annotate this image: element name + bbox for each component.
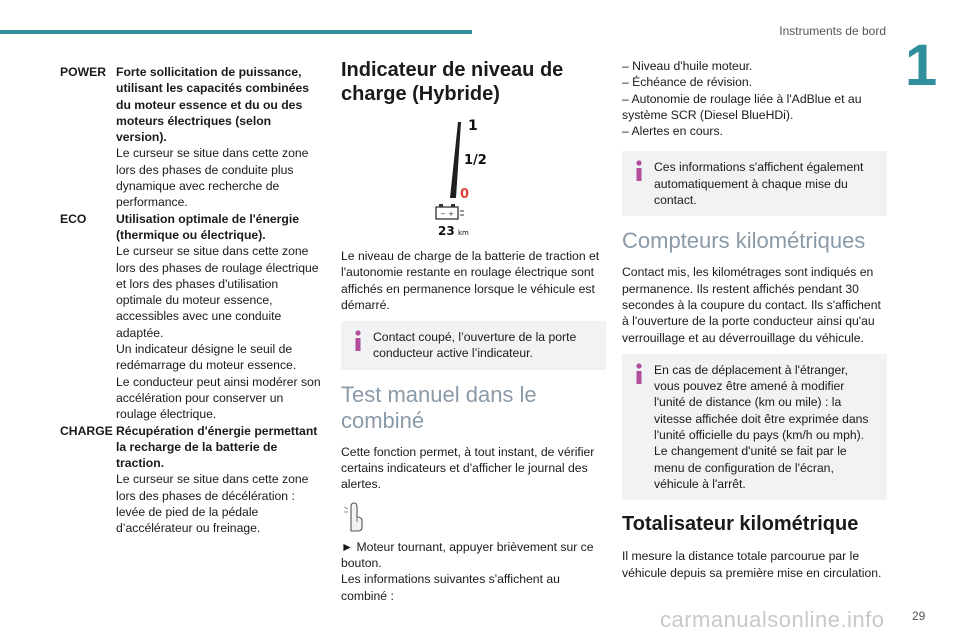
heading-odometers: Compteurs kilométriques bbox=[622, 228, 866, 254]
gauge-range-unit: km bbox=[457, 229, 469, 237]
mode-text: Le curseur se situe dans cette zone lors des phases de roulage électrique et lors des phases d'utilisation optimale du moteur essence, accessibles avec une conduite adaptée. Un indicateur désigne le seuil de redémarrage du moteur essence. Le conducteur peut ainsi modérer son accélération pour conserver un roulage électrique. bbox=[116, 244, 321, 422]
gauge-label-full: 1 bbox=[467, 118, 478, 134]
info-list bbox=[622, 58, 887, 139]
column-odometers bbox=[622, 58, 887, 589]
paragraph: Contact mis, les kilométrages sont indiqués en permanence. Ils restent affichés pendant 30 secondes à la coupure du contact. Ils s'affichent à l'ouverture de la porte conducteur ainsi qu'au verrouillage et au déverrouillage du véhicule. bbox=[622, 265, 881, 345]
mode-power bbox=[60, 64, 322, 211]
gauge-label-zero: 0 bbox=[459, 187, 469, 202]
paragraph: Il mesure la distance totale parcourue par le véhicule depuis sa première mise en circulation. bbox=[622, 549, 882, 580]
list-item: – Autonomie de roulage liée à l'AdBlue et au système SCR (Diesel BlueHDi). bbox=[622, 91, 862, 122]
svg-text:− +: − + bbox=[439, 210, 454, 218]
info-icon bbox=[632, 363, 646, 385]
mode-title: Forte sollicitation de puissance, utilisant les capacités combinées du moteur essence et du ou des moteurs électriques (selon version). bbox=[116, 65, 310, 145]
charge-gauge-illustration bbox=[414, 118, 534, 238]
mode-title: Récupération d'énergie permettant la recharge de la batterie de traction. bbox=[116, 423, 318, 471]
mode-key: POWER bbox=[60, 65, 107, 79]
heading-total-odometer: Totalisateur kilométrique bbox=[622, 513, 859, 536]
info-box bbox=[622, 151, 887, 216]
column-modes bbox=[60, 64, 322, 537]
list-item: – Alertes en cours. bbox=[622, 124, 723, 139]
heading-manual-test: Test manuel dans le combiné bbox=[341, 381, 537, 433]
watermark: carmanualsonline.info bbox=[660, 607, 885, 632]
header-accent-bar bbox=[0, 30, 472, 34]
paragraph: ► Moteur tournant, appuyer brièvement sur ce bouton. Les informations suivantes s'affichent au combiné : bbox=[341, 539, 594, 603]
mode-charge bbox=[60, 423, 322, 537]
section-title: Instruments de bord bbox=[779, 24, 886, 38]
mode-eco bbox=[60, 211, 322, 423]
paragraph: Cette fonction permet, à tout instant, de vérifier certains indicateurs et d'afficher le journal des alertes. bbox=[341, 444, 595, 492]
column-charge-indicator bbox=[341, 58, 606, 612]
mode-key: ECO bbox=[60, 211, 87, 226]
battery-icon bbox=[436, 204, 464, 219]
info-text: Contact coupé, l’ouverture de la porte conducteur active l’indicateur. bbox=[373, 330, 577, 361]
mode-title: Utilisation optimale de l'énergie (thermique ou électrique). bbox=[116, 211, 300, 242]
finger-press-icon bbox=[341, 501, 365, 533]
mode-text: Le curseur se situe dans cette zone lors des phases de décélération : levée de pied de la pédale d’accélérateur ou freinage. bbox=[116, 472, 309, 536]
paragraph: Le niveau de charge de la batterie de traction et l'autonomie restante en roulage électrique sont affichés en permanence lorsque le véhicule est démarré. bbox=[341, 249, 600, 312]
gauge-label-half: 1/2 bbox=[463, 153, 487, 168]
page-number: 29 bbox=[912, 609, 926, 623]
info-text: Ces informations s'affichent également automatiquement à chaque mise du contact. bbox=[654, 160, 864, 208]
mode-key: CHARGE bbox=[60, 423, 113, 438]
list-item: – Niveau d'huile moteur. bbox=[622, 59, 753, 73]
heading-charge-indicator: Indicateur de niveau de charge (Hybride) bbox=[341, 59, 564, 105]
chapter-number: 1 bbox=[905, 33, 938, 98]
info-icon bbox=[351, 330, 365, 352]
list-item: – Échéance de révision. bbox=[622, 75, 753, 90]
info-box bbox=[341, 321, 606, 370]
info-box bbox=[622, 354, 887, 500]
info-text: En cas de déplacement à l'étranger, vous pouvez être amené à modifier l'unité de distance (km ou mile) : la vitesse affichée doit être exprimée dans l'unité officielle du pays (km/h ou mph). Le changement d'unité se fait par le menu de configuration de l'écran, véhicule à l'arrêt. bbox=[654, 362, 869, 491]
mode-text: Le curseur se situe dans cette zone lors des phases de conduite plus dynamique avec recherche de performance. bbox=[116, 146, 309, 210]
info-icon bbox=[632, 160, 646, 182]
gauge-range-value: 23 bbox=[437, 224, 455, 238]
